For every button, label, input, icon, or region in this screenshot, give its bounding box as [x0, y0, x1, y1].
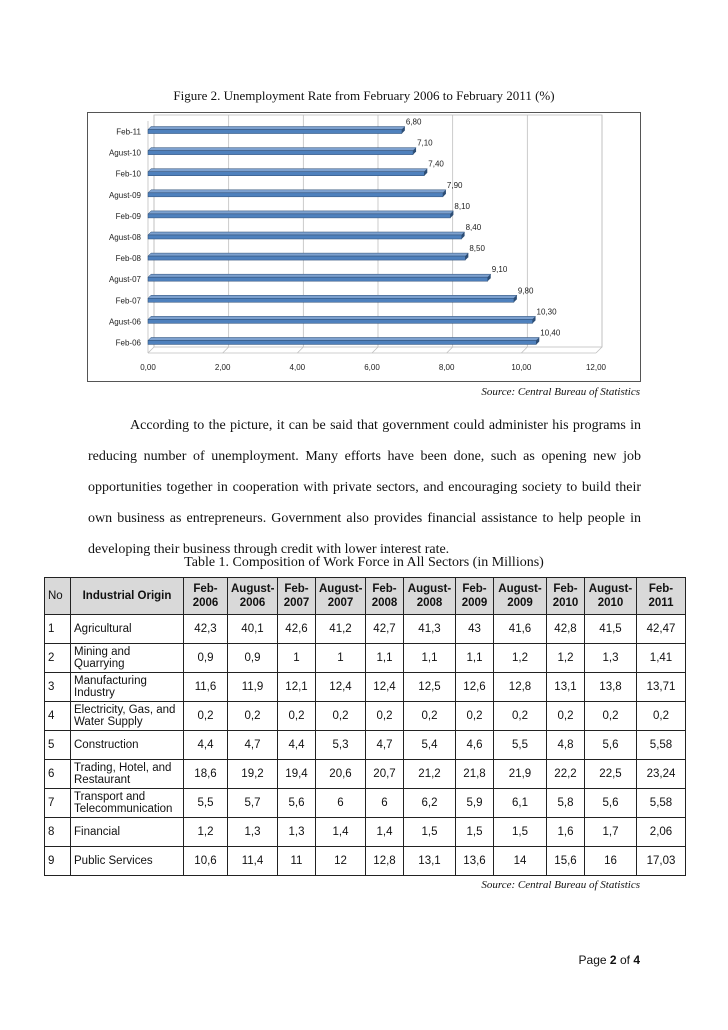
x-tick-label: 4,00: [289, 363, 306, 372]
table-row: [45, 760, 686, 789]
table-cell: 14: [494, 847, 547, 876]
floor-line: [148, 347, 154, 353]
category-label: Agust-09: [108, 190, 141, 200]
table-cell: 0,2: [404, 702, 456, 731]
page-of: of: [619, 953, 630, 967]
table-cell: 4,7: [366, 731, 404, 760]
table-cell: 6: [366, 789, 404, 818]
category-label: Feb-10: [115, 169, 141, 179]
table-cell: 1: [316, 644, 366, 673]
bar: [148, 235, 462, 239]
table-cell: 19,4: [278, 760, 316, 789]
bar-top-face: [148, 295, 517, 298]
x-tick-label: 0,00: [140, 363, 156, 372]
table-cell: 20,7: [366, 760, 404, 789]
table-cell: 1,5: [404, 818, 456, 847]
bar-value-label: 7,40: [428, 159, 444, 169]
category-label: Feb-07: [115, 296, 141, 306]
table-cell: 12,8: [366, 847, 404, 876]
table-cell: 1,6: [547, 818, 585, 847]
table-cell: 42,8: [547, 615, 585, 644]
header-industrial-origin: Industrial Origin: [71, 578, 184, 615]
table-cell: 6,2: [404, 789, 456, 818]
bar-value-label: 8,40: [465, 223, 482, 232]
table-cell: 5,4: [404, 731, 456, 760]
table-cell: 42,3: [184, 615, 228, 644]
table-cell: 1,5: [456, 818, 494, 847]
industrial-origin: Manufacturing Industry: [71, 673, 184, 702]
table-cell: 4,8: [547, 731, 585, 760]
table-cell: 2,06: [637, 818, 686, 847]
bar-value-label: 7,10: [417, 138, 433, 148]
table-cell: 0,2: [456, 702, 494, 731]
work-force-table: [44, 577, 686, 876]
row-number: 8: [45, 818, 71, 847]
table-cell: 22,5: [585, 760, 637, 789]
bar-value-label: 8,10: [454, 201, 470, 211]
table-cell: 4,4: [184, 731, 228, 760]
row-number: 5: [45, 731, 71, 760]
table-cell: 0,2: [547, 702, 585, 731]
table-cell: 20,6: [316, 760, 366, 789]
header-period: August-2008: [404, 578, 456, 615]
table-cell: 11,6: [184, 673, 228, 702]
x-tick-label: 12,00: [585, 363, 607, 372]
bar-value-label: 6,80: [405, 117, 422, 127]
table-cell: 18,6: [184, 760, 228, 789]
row-number: 6: [45, 760, 71, 789]
bar: [148, 340, 536, 344]
table-cell: 5,5: [494, 731, 547, 760]
table-cell: 4,4: [278, 731, 316, 760]
table-cell: 13,1: [547, 673, 585, 702]
table-cell: 42,6: [278, 615, 316, 644]
category-label: Feb-11: [116, 127, 141, 137]
row-number: 1: [45, 615, 71, 644]
floor-line: [447, 347, 453, 353]
table-title: Table 1. Composition of Work Force in All Sectors (in Millions): [184, 555, 544, 570]
bar-top-face: [148, 127, 405, 130]
table-row: [45, 673, 686, 702]
table-cell: 1,1: [404, 644, 456, 673]
table-cell: 5,5: [184, 789, 228, 818]
floor-line: [297, 347, 303, 353]
table-cell: 21,9: [494, 760, 547, 789]
bar: [148, 172, 424, 176]
table-cell: 13,6: [456, 847, 494, 876]
table-cell: 15,6: [547, 847, 585, 876]
bar: [148, 298, 514, 302]
bar: [148, 256, 465, 260]
category-label: Agust-06: [108, 317, 141, 327]
paragraph-text: According to the picture, it can be said that government could administer his programs in reducing number of unemployment. Many efforts have been done, such as opening new job opportunities together in cooperation with private sectors, and encouraging society to build their own business as entrepreneurs. Government also provides financial assistance to help people in developing their business through credit with lower interest rate.: [88, 418, 641, 557]
header-period: Feb-2007: [278, 578, 316, 615]
table-cell: 5,8: [547, 789, 585, 818]
bar-value-label: 9,80: [517, 286, 534, 296]
table-cell: 0,2: [366, 702, 404, 731]
table-cell: 12,8: [494, 673, 547, 702]
bar-value-label: 10,30: [536, 307, 557, 317]
x-tick-label: 8,00: [438, 363, 455, 372]
table-row: [45, 818, 686, 847]
table-cell: 1,4: [316, 818, 366, 847]
header-period: August-2007: [316, 578, 366, 615]
chart-frame: [87, 112, 641, 382]
table-cell: 43: [456, 615, 494, 644]
industrial-origin: Agricultural: [71, 615, 184, 644]
bar-value-label: 7,90: [446, 180, 463, 190]
total-pages: 4: [633, 953, 640, 967]
table-cell: 22,2: [547, 760, 585, 789]
table-cell: 1,1: [456, 644, 494, 673]
table-cell: 5,58: [637, 731, 686, 760]
bar-top-face: [148, 169, 427, 172]
bar-top-face: [148, 316, 536, 319]
table-cell: 1,41: [637, 644, 686, 673]
page-label: Page: [578, 953, 607, 967]
industrial-origin: Mining and Quarrying: [71, 644, 184, 673]
header-no: No: [45, 578, 71, 615]
floor-line: [223, 347, 229, 353]
table-header-row: [45, 578, 686, 615]
x-tick-label: 6,00: [364, 363, 380, 372]
row-number: 3: [45, 673, 71, 702]
table-cell: 1,5: [494, 818, 547, 847]
industrial-origin: Public Services: [71, 847, 184, 876]
figure-source: Source: Central Bureau of Statistics: [481, 386, 640, 398]
table-cell: 12,4: [316, 673, 366, 702]
table-cell: 41,5: [585, 615, 637, 644]
table-cell: 12,1: [278, 673, 316, 702]
bar-top-face: [148, 337, 539, 340]
table-cell: 5,6: [585, 789, 637, 818]
current-page: 2: [609, 953, 617, 967]
table-cell: 0,2: [184, 702, 228, 731]
x-tick-label: 10,00: [511, 363, 532, 372]
header-period: Feb-2008: [366, 578, 404, 615]
bar-top-face: [148, 232, 465, 235]
page-number: [579, 953, 640, 967]
bar-top-face: [148, 211, 453, 214]
bar-value-label: 10,40: [540, 328, 561, 338]
table-cell: 5,6: [585, 731, 637, 760]
table-cell: 1,1: [366, 644, 404, 673]
bar-value-label: 9,10: [491, 265, 508, 275]
table-cell: 12,6: [456, 673, 494, 702]
table-cell: 16: [585, 847, 637, 876]
category-label: Feb-09: [115, 211, 141, 221]
table-cell: 0,9: [228, 644, 278, 673]
table-cell: 0,2: [637, 702, 686, 731]
table-cell: 6,1: [494, 789, 547, 818]
bar-top-face: [148, 253, 468, 256]
table-cell: 42,47: [637, 615, 686, 644]
table-cell: 1,3: [278, 818, 316, 847]
category-label: Feb-06: [115, 338, 141, 348]
table-cell: 6: [316, 789, 366, 818]
table-cell: 17,03: [637, 847, 686, 876]
table-cell: 1,2: [547, 644, 585, 673]
table-cell: 21,2: [404, 760, 456, 789]
table-cell: 23,24: [637, 760, 686, 789]
table-cell: 11: [278, 847, 316, 876]
table-cell: 41,2: [316, 615, 366, 644]
table-cell: 4,7: [228, 731, 278, 760]
table-cell: 5,6: [278, 789, 316, 818]
row-number: 9: [45, 847, 71, 876]
table-cell: 21,8: [456, 760, 494, 789]
bar: [148, 130, 402, 134]
row-number: 7: [45, 789, 71, 818]
industrial-origin: Electricity, Gas, and Water Supply: [71, 702, 184, 731]
bar: [148, 151, 413, 155]
figure-title: Figure 2. Unemployment Rate from February 2006 to February 2011 (%): [173, 88, 555, 103]
table-cell: 1,2: [184, 818, 228, 847]
bar-top-face: [148, 148, 416, 151]
bar: [148, 319, 533, 323]
table-cell: 13,8: [585, 673, 637, 702]
header-period: Feb-2009: [456, 578, 494, 615]
table-row: [45, 847, 686, 876]
table-cell: 1,3: [585, 644, 637, 673]
table-cell: 1,2: [494, 644, 547, 673]
table-cell: 41,3: [404, 615, 456, 644]
table-cell: 12,4: [366, 673, 404, 702]
table-cell: 13,71: [637, 673, 686, 702]
header-period: Feb-2011: [637, 578, 686, 615]
table-cell: 40,1: [228, 615, 278, 644]
header-period: Feb-2006: [184, 578, 228, 615]
table-cell: 19,2: [228, 760, 278, 789]
header-period: Feb-2010: [547, 578, 585, 615]
x-tick-label: 2,00: [214, 363, 231, 372]
floor-line: [372, 347, 378, 353]
bar: [148, 214, 450, 218]
body-paragraph: [88, 410, 641, 565]
table-row: [45, 731, 686, 760]
industrial-origin: Trading, Hotel, and Restaurant: [71, 760, 184, 789]
floor-line: [521, 347, 527, 353]
table-cell: 5,58: [637, 789, 686, 818]
table-cell: 11,4: [228, 847, 278, 876]
table-cell: 0,9: [184, 644, 228, 673]
bar: [148, 193, 443, 197]
table-source: Source: Central Bureau of Statistics: [481, 879, 640, 891]
table-row: [45, 702, 686, 731]
industrial-origin: Transport and Telecommunication: [71, 789, 184, 818]
category-label: Feb-08: [115, 254, 141, 264]
row-number: 2: [45, 644, 71, 673]
row-number: 4: [45, 702, 71, 731]
bar-value-label: 8,50: [469, 244, 485, 254]
table-cell: 0,2: [585, 702, 637, 731]
table-cell: 12: [316, 847, 366, 876]
header-period: August-2010: [585, 578, 637, 615]
table-row: [45, 615, 686, 644]
table-cell: 0,2: [278, 702, 316, 731]
header-period: August-2006: [228, 578, 278, 615]
industrial-origin: Financial: [71, 818, 184, 847]
table-cell: 42,7: [366, 615, 404, 644]
table-cell: 1,3: [228, 818, 278, 847]
bar-top-face: [148, 190, 446, 193]
table-cell: 1: [278, 644, 316, 673]
table-cell: 0,2: [228, 702, 278, 731]
table-cell: 41,6: [494, 615, 547, 644]
floor-line: [596, 347, 602, 353]
table-cell: 5,9: [456, 789, 494, 818]
table-cell: 10,6: [184, 847, 228, 876]
table-row: [45, 789, 686, 818]
table-cell: 1,4: [366, 818, 404, 847]
bar: [148, 277, 488, 281]
category-label: Agust-08: [108, 233, 141, 242]
bar-top-face: [148, 274, 491, 277]
category-label: Agust-07: [108, 275, 141, 285]
table-cell: 1,7: [585, 818, 637, 847]
table-row: [45, 644, 686, 673]
table-cell: 4,6: [456, 731, 494, 760]
industrial-origin: Construction: [71, 731, 184, 760]
table-cell: 5,3: [316, 731, 366, 760]
category-label: Agust-10: [108, 148, 141, 158]
table-cell: 0,2: [494, 702, 547, 731]
table-cell: 12,5: [404, 673, 456, 702]
header-period: August-2009: [494, 578, 547, 615]
table-cell: 0,2: [316, 702, 366, 731]
table-cell: 5,7: [228, 789, 278, 818]
unemployment-bar-chart: [88, 113, 642, 383]
table-cell: 11,9: [228, 673, 278, 702]
table-cell: 13,1: [404, 847, 456, 876]
